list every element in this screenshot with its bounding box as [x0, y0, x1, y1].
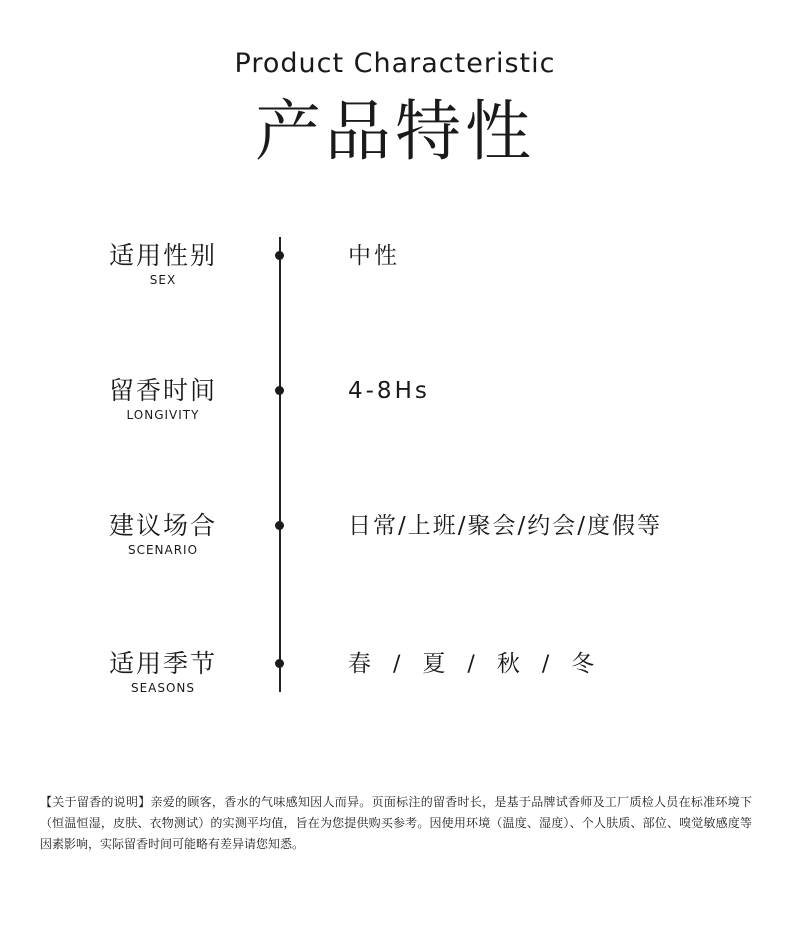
- season-separator: /: [467, 652, 475, 677]
- timeline-dot: [275, 521, 284, 530]
- label-sex-cn: 适用性别: [108, 241, 217, 270]
- row-longivity: [0, 374, 790, 434]
- longevity-note: 【关于留香的说明】亲爱的顾客，香水的气味感知因人而异。页面标注的留香时长，是基于品牌试香师及工厂质检人员在标准环境下（恒温恒湿，皮肤、衣物测试）的实测平均值，旨在为您提供购买参考。因使用环境（温度、湿度）、个人肤质、部位、嗅觉敏感度等因素影响，实际留香时间可能略有差异请您知悉。: [40, 795, 752, 851]
- timeline-dot: [275, 386, 284, 395]
- value-scenario: 日常/上班/聚会/约会/度假等: [348, 513, 662, 539]
- title-english: Product Characteristic: [234, 48, 556, 79]
- season-summer: 夏: [422, 651, 446, 677]
- label-scenario-cn: 建议场合: [108, 511, 217, 540]
- value-sex: 中性: [348, 243, 400, 269]
- season-spring: 春: [348, 651, 371, 677]
- label-scenario-en: SCENARIO: [127, 543, 199, 557]
- row-seasons: [0, 647, 790, 707]
- title-chinese: 产品特性: [255, 93, 535, 170]
- row-sex: [0, 239, 790, 299]
- season-separator: /: [541, 652, 550, 677]
- season-separator: /: [393, 652, 401, 677]
- value-seasons: [348, 647, 594, 682]
- label-longivity-en: LONGIVITY: [126, 408, 200, 422]
- season-winter: 冬: [571, 651, 595, 677]
- season-autumn: 秋: [496, 651, 520, 677]
- label-sex-en: SEX: [149, 273, 177, 287]
- timeline-dot: [275, 251, 284, 260]
- row-scenario: [0, 509, 790, 569]
- timeline-dot: [275, 659, 284, 668]
- label-longivity-cn: 留香时间: [108, 376, 217, 405]
- value-longivity: 4-8Hs: [348, 378, 430, 404]
- label-seasons-cn: 适用季节: [108, 649, 217, 678]
- timeline-line: [279, 237, 281, 692]
- label-seasons-en: SEASONS: [130, 681, 196, 695]
